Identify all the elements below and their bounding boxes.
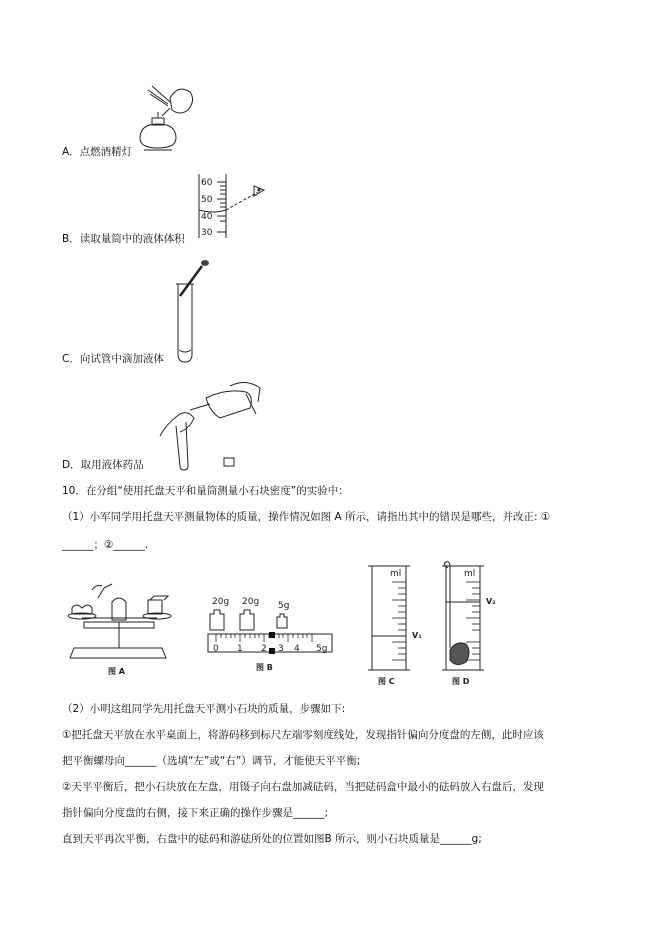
q10-step2-line2: 指针偏向分度盘的右侧，接下来正确的操作步骤是______; (62, 807, 329, 819)
alcohol-lamp-illustration (130, 80, 200, 160)
figure-c-v1: V₁ (412, 631, 422, 640)
option-b: B．读取量筒中的液体体积 (62, 233, 185, 245)
ruler-tick-3: 3 (278, 644, 284, 654)
weight-label-1: 20g (212, 597, 230, 607)
option-a: A．点燃酒精灯 (62, 146, 133, 158)
cyl-tick-30: 30 (201, 228, 213, 238)
cyl-tick-40: 40 (201, 212, 213, 222)
ruler-tick-5: 5g (316, 644, 328, 654)
option-d: D．取用液体药品 (62, 459, 144, 471)
ruler-tick-1: 1 (237, 644, 243, 654)
figure-a-balance (62, 578, 192, 688)
q10-step2-line1: ②天平平衡后，把小石块放在左盘，用镊子向右盘加减砝码，当把砝码盒中最小的砝码放入右盘后，发现 (62, 781, 544, 793)
pouring-liquid-illustration (150, 376, 270, 471)
figure-b-label: 图 B (256, 663, 273, 672)
q10-step3: 直到天平再次平衡，右盘中的砝码和游砝所处的位置如图B 所示，则小石块质量是______g; (62, 833, 482, 845)
ruler-tick-2: 2 (261, 644, 267, 654)
dropper-test-tube-illustration (168, 258, 218, 368)
cylinder-reading-illustration (196, 172, 276, 242)
figure-d-label: 图 D (452, 677, 470, 686)
weight-label-2: 20g (242, 597, 260, 607)
figure-c-unit: ml (390, 569, 402, 579)
ruler-tick-4: 4 (294, 644, 300, 654)
q10-step1-line1: ①把托盘天平放在水平桌面上，将游码移到标尺左端零刻度线处，发现指针偏向分度盘的左侧，此时应该 (62, 729, 544, 741)
q10-step1-line2: 把平衡螺母向______（选填“左”或“右”）调节，才能使天平平衡; (62, 755, 361, 767)
figure-d-cylinder-stone (436, 562, 506, 692)
q10-part1: （1）小军同学用托盘天平测量物体的质量，操作情况如图 A 所示，请指出其中的错误是哪些，并改正: ① (62, 511, 551, 523)
q10-part2: （2）小明这组同学先用托盘天平测小石块的质量，步骤如下: (62, 703, 346, 715)
ruler-tick-0: 0 (213, 644, 219, 654)
cyl-tick-50: 50 (201, 195, 213, 205)
figure-d-unit: ml (464, 569, 476, 579)
q10-stem: 10．在分组“使用托盘天平和量筒测量小石块密度”的实验中： (62, 485, 349, 497)
weight-label-3: 5g (278, 601, 290, 611)
figure-c-label: 图 C (378, 677, 395, 686)
figure-d-v2: V₂ (486, 597, 496, 606)
q10-part1-blanks: ______；②______. (62, 539, 149, 551)
figure-b-weights-scale (202, 590, 342, 690)
cyl-tick-60: 60 (201, 178, 213, 188)
figure-a-label: 图 A (108, 667, 125, 676)
option-c: C．向试管中滴加液体 (62, 353, 164, 365)
figure-c-cylinder (366, 562, 426, 692)
